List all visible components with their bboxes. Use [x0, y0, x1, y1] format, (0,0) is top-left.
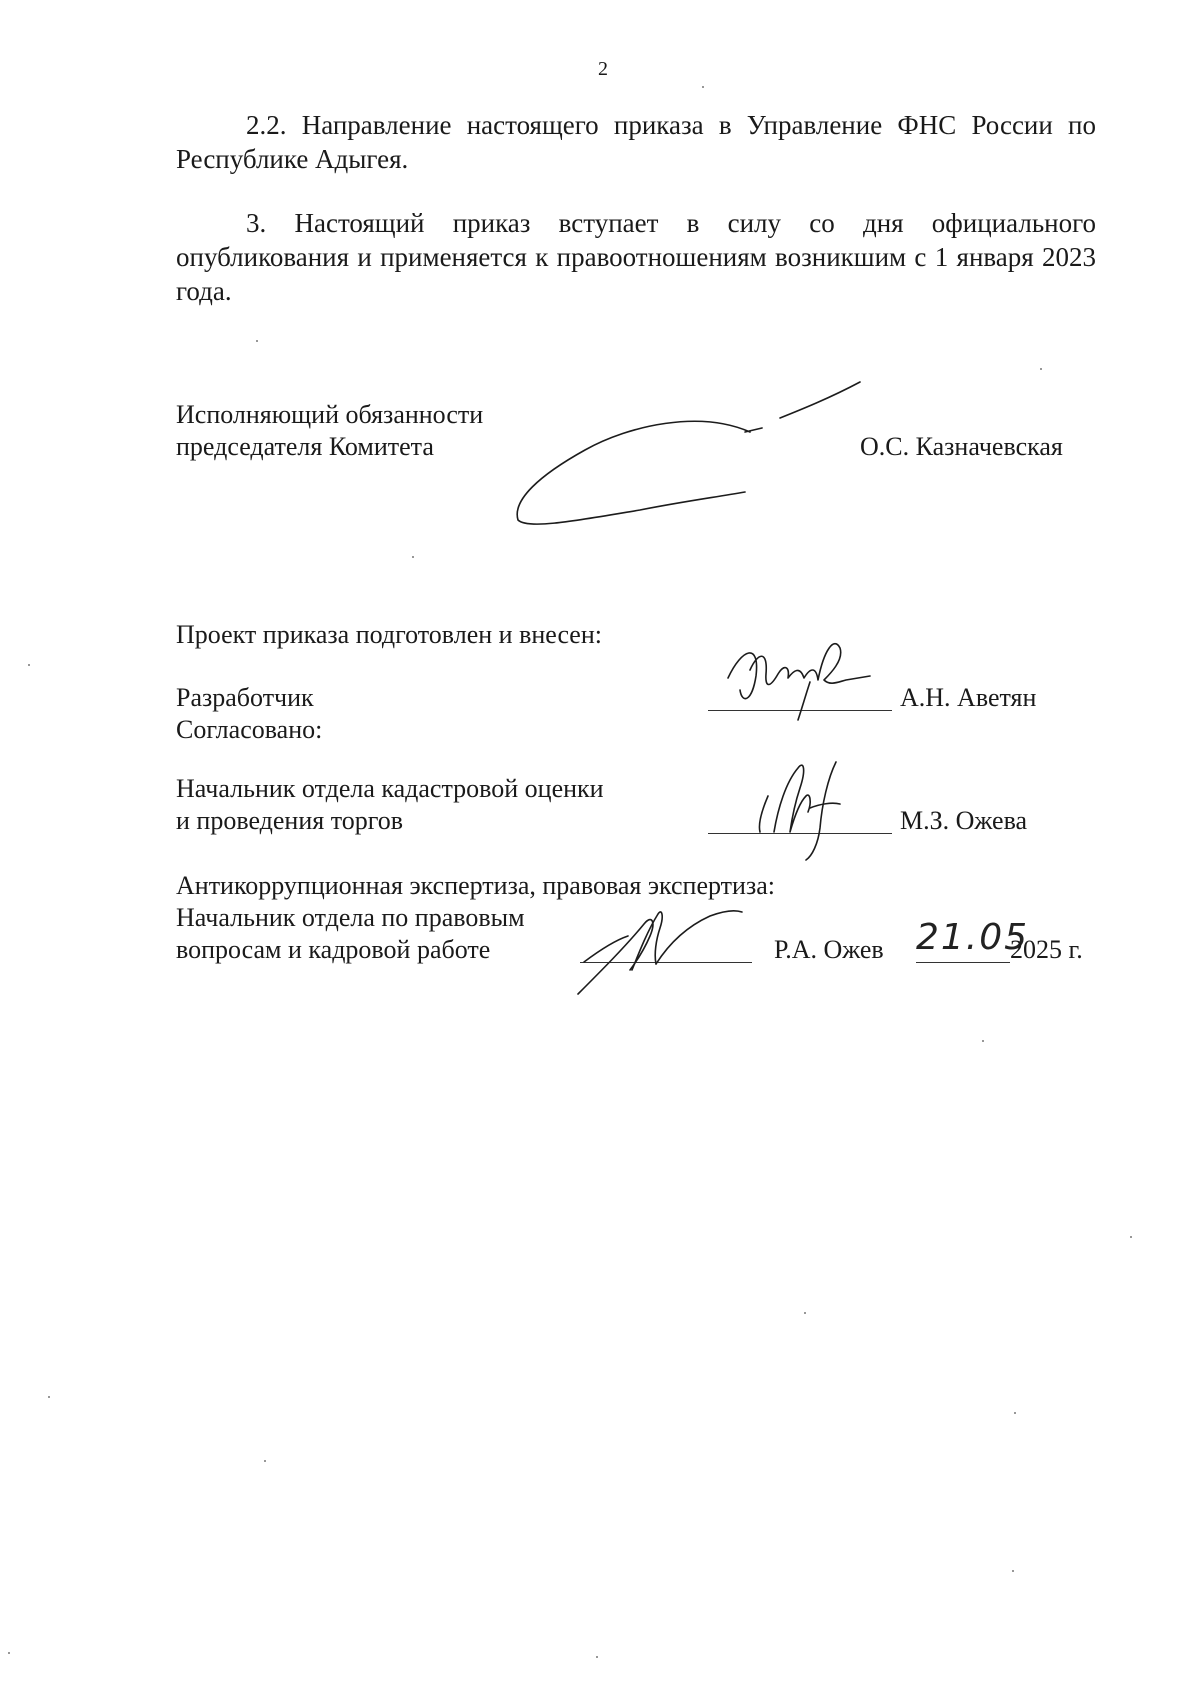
head-title-line1: Исполняющий обязанности — [176, 400, 484, 429]
head-name: О.С. Казначевская — [860, 432, 1063, 461]
page-number: 2 — [598, 58, 608, 80]
expertise-heading: Антикоррупционная экспертиза, правовая экспертиза: — [176, 871, 775, 900]
cadastral-name: М.З. Ожева — [900, 806, 1028, 835]
paragraph-3 — [176, 206, 1096, 308]
cadastral-signature-image — [740, 748, 860, 868]
scan-speck — [1014, 1412, 1016, 1414]
scan-speck — [804, 1312, 806, 1314]
approvals-heading: Проект приказа подготовлен и внесен: — [176, 620, 602, 649]
developer-role: Разработчик — [176, 683, 314, 712]
expertise-signature-image — [570, 880, 770, 1000]
expertise-role-line1: Начальник отдела по правовым — [176, 903, 525, 932]
scan-speck — [982, 1040, 984, 1042]
cadastral-role-line1: Начальник отдела кадастровой оценки — [176, 774, 604, 803]
scan-speck — [596, 1656, 598, 1658]
scan-speck — [1130, 1236, 1132, 1238]
year-suffix: 2025 г. — [1010, 935, 1083, 964]
scan-speck — [412, 556, 414, 558]
scan-speck — [702, 86, 704, 88]
cadastral-role-line2: и проведения торгов — [176, 806, 404, 835]
agreed-label: Согласовано: — [176, 715, 323, 744]
expertise-name: Р.А. Ожев — [774, 935, 884, 964]
scan-speck — [1040, 368, 1042, 370]
handwritten-date: 21.05 — [916, 917, 1030, 958]
scan-speck — [1012, 1570, 1014, 1572]
paragraph-2-2-text: 2.2. Направление настоящего приказа в Управление ФНС России по Республике Адыгея. — [176, 110, 1096, 174]
scan-speck — [8, 1652, 10, 1654]
scan-speck — [28, 664, 30, 666]
scan-speck — [256, 340, 258, 342]
scan-speck — [264, 1460, 266, 1462]
developer-signature-image — [720, 630, 890, 730]
head-title-line2: председателя Комитета — [176, 432, 434, 461]
developer-name: А.Н. Аветян — [900, 683, 1037, 712]
expertise-role-line2: вопросам и кадровой работе — [176, 935, 491, 964]
date-line — [916, 962, 1010, 963]
scan-speck — [48, 1396, 50, 1398]
head-signature-image — [500, 370, 880, 540]
paragraph-2-2 — [176, 108, 1096, 176]
paragraph-3-text: 3. Настоящий приказ вступает в силу со дня официального опубликования и применяется к правоотношениям возникшим с 1 января 2023 года. — [176, 208, 1096, 306]
